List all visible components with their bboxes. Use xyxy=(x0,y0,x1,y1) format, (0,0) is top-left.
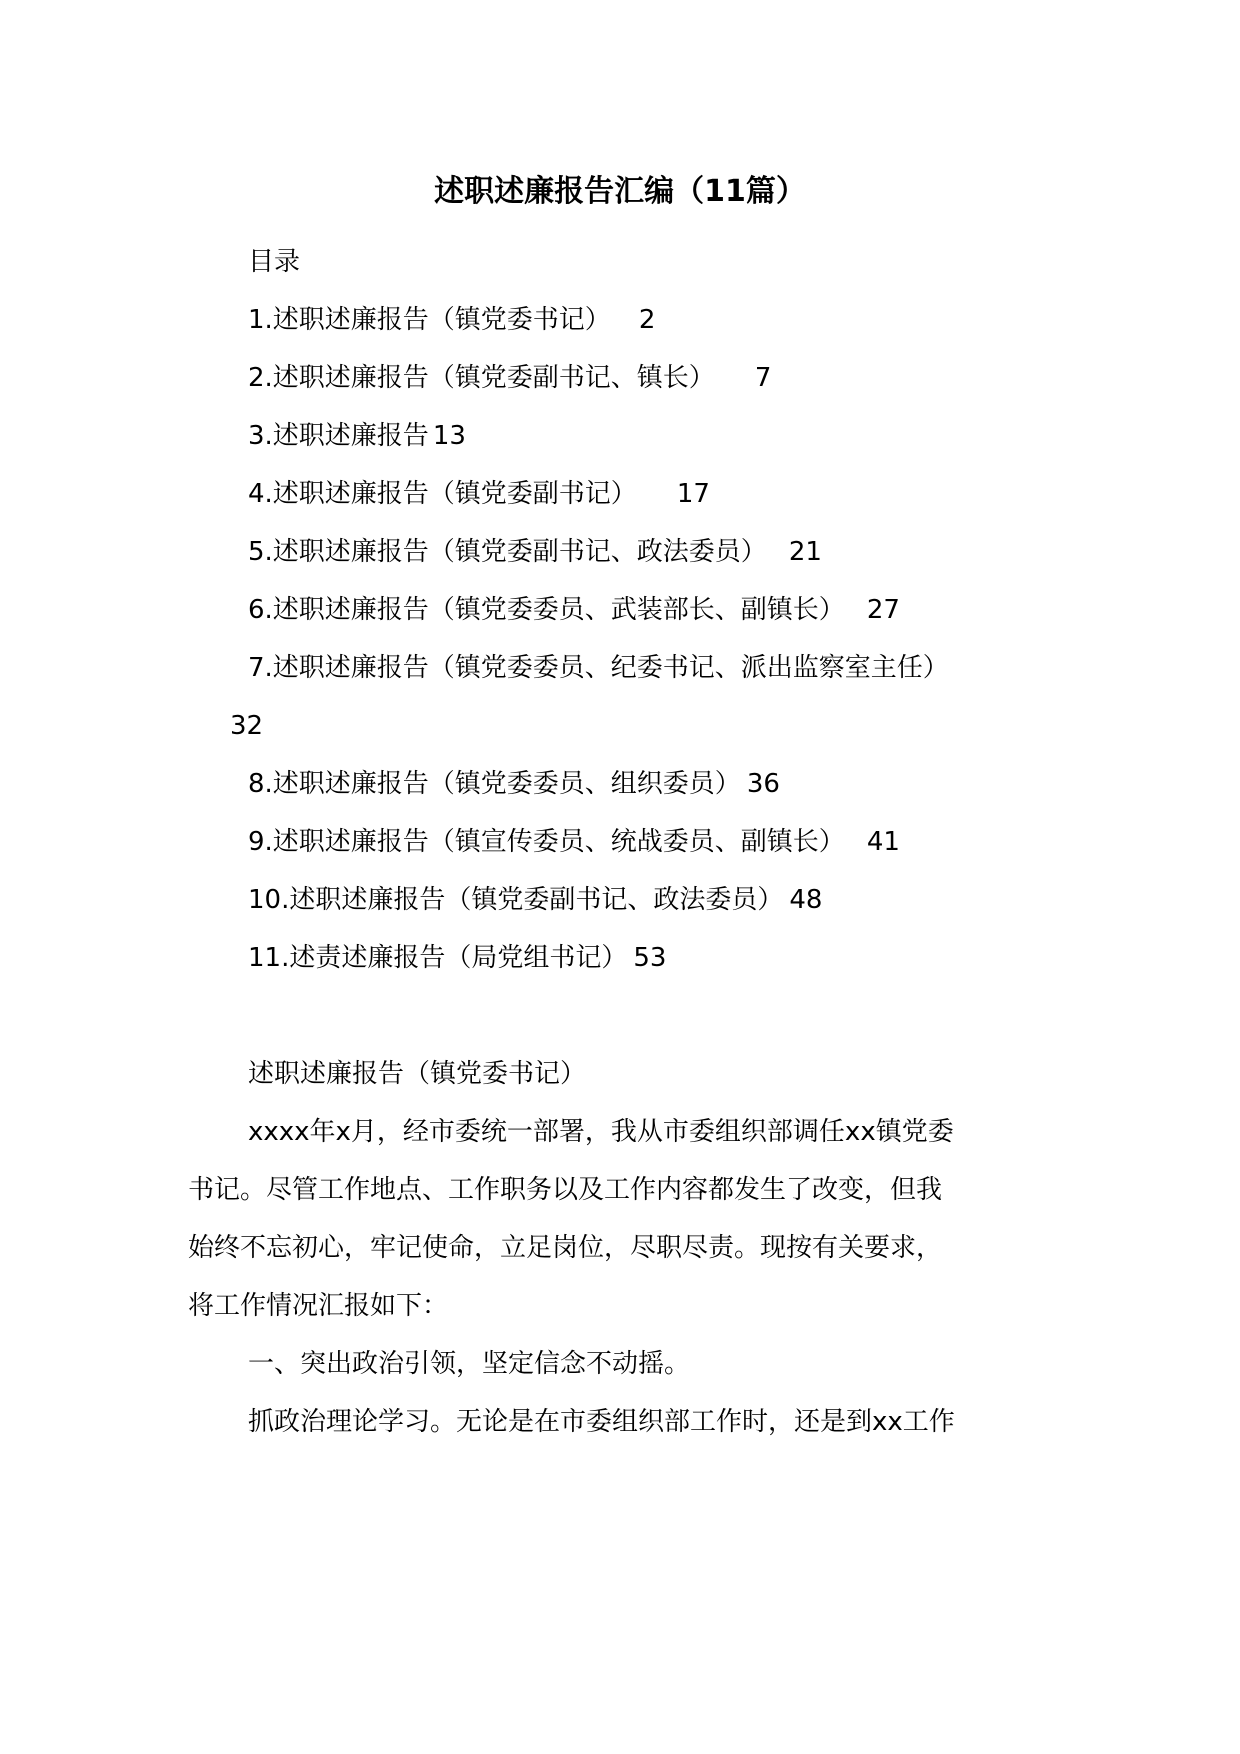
toc-item[interactable] xyxy=(248,940,666,976)
toc-item-page: 41 xyxy=(866,827,900,857)
toc-item-text: 10.述职述廉报告（镇党委副书记、政法委员） xyxy=(248,885,784,915)
toc-item[interactable] xyxy=(248,592,900,628)
section-heading: 述职述廉报告（镇党委书记） xyxy=(248,1059,587,1089)
toc-item-page: 27 xyxy=(866,595,900,625)
toc-item-page: 7 xyxy=(754,363,772,393)
toc-item-page: 2 xyxy=(638,305,656,335)
toc-item-text: 3.述职述廉报告 xyxy=(248,421,429,451)
toc-item-text: 7.述职述廉报告（镇党委委员、纪委书记、派出监察室主任） xyxy=(248,653,949,683)
toc-item-page: 17 xyxy=(676,479,710,509)
toc-item-text: 8.述职述廉报告（镇党委委员、组织委员） xyxy=(248,769,741,799)
toc-item-page: 53 xyxy=(633,943,667,973)
toc-item-text: 6.述职述廉报告（镇党委委员、武装部长、副镇长） xyxy=(248,595,845,625)
toc-item-text: 4.述职述廉报告（镇党委副书记） xyxy=(248,479,637,509)
toc-item[interactable] xyxy=(248,882,822,918)
body-line: 将工作情况汇报如下： xyxy=(188,1291,449,1321)
toc-item[interactable] xyxy=(248,650,949,686)
body-line: 始终不忘初心，牢记使命，立足岗位，尽职尽责。现按有关要求， xyxy=(188,1233,943,1263)
body-line: 书记。尽管工作地点、工作职务以及工作内容都发生了改变，但我 xyxy=(188,1175,943,1205)
toc-item-page: 48 xyxy=(789,885,823,915)
toc-item-page: 36 xyxy=(746,769,780,799)
toc-item-page: 21 xyxy=(788,537,822,567)
toc-item[interactable] xyxy=(248,766,780,802)
toc-item-text: 2.述职述廉报告（镇党委副书记、镇长） xyxy=(248,363,715,393)
toc-label: 目录 xyxy=(248,247,301,277)
document-title: 述职述廉报告汇编（11篇） xyxy=(434,174,806,209)
toc-item-text: 11.述责述廉报告（局党组书记） xyxy=(248,943,628,973)
toc-item-text: 1.述职述廉报告（镇党委书记） xyxy=(248,305,611,335)
body-line: xxxx年x月，经市委统一部署，我从市委组织部调任xx镇党委 xyxy=(248,1117,954,1147)
subsection-heading: 一、突出政治引领，坚定信念不动摇。 xyxy=(248,1349,691,1379)
toc-item[interactable] xyxy=(248,534,822,570)
toc-item[interactable] xyxy=(248,360,771,396)
toc-item[interactable] xyxy=(248,418,466,454)
toc-item-text: 9.述职述廉报告（镇宣传委员、统战委员、副镇长） xyxy=(248,827,845,857)
toc-item[interactable] xyxy=(248,824,900,860)
toc-item[interactable] xyxy=(248,302,655,338)
toc-item-text: 5.述职述廉报告（镇党委副书记、政法委员） xyxy=(248,537,767,567)
toc-item-page-wrapped: 32 xyxy=(230,711,264,741)
toc-item[interactable] xyxy=(248,476,710,512)
body-line: 抓政治理论学习。无论是在市委组织部工作时，还是到xx工作 xyxy=(248,1407,955,1437)
toc-item-page: 13 xyxy=(432,421,466,451)
